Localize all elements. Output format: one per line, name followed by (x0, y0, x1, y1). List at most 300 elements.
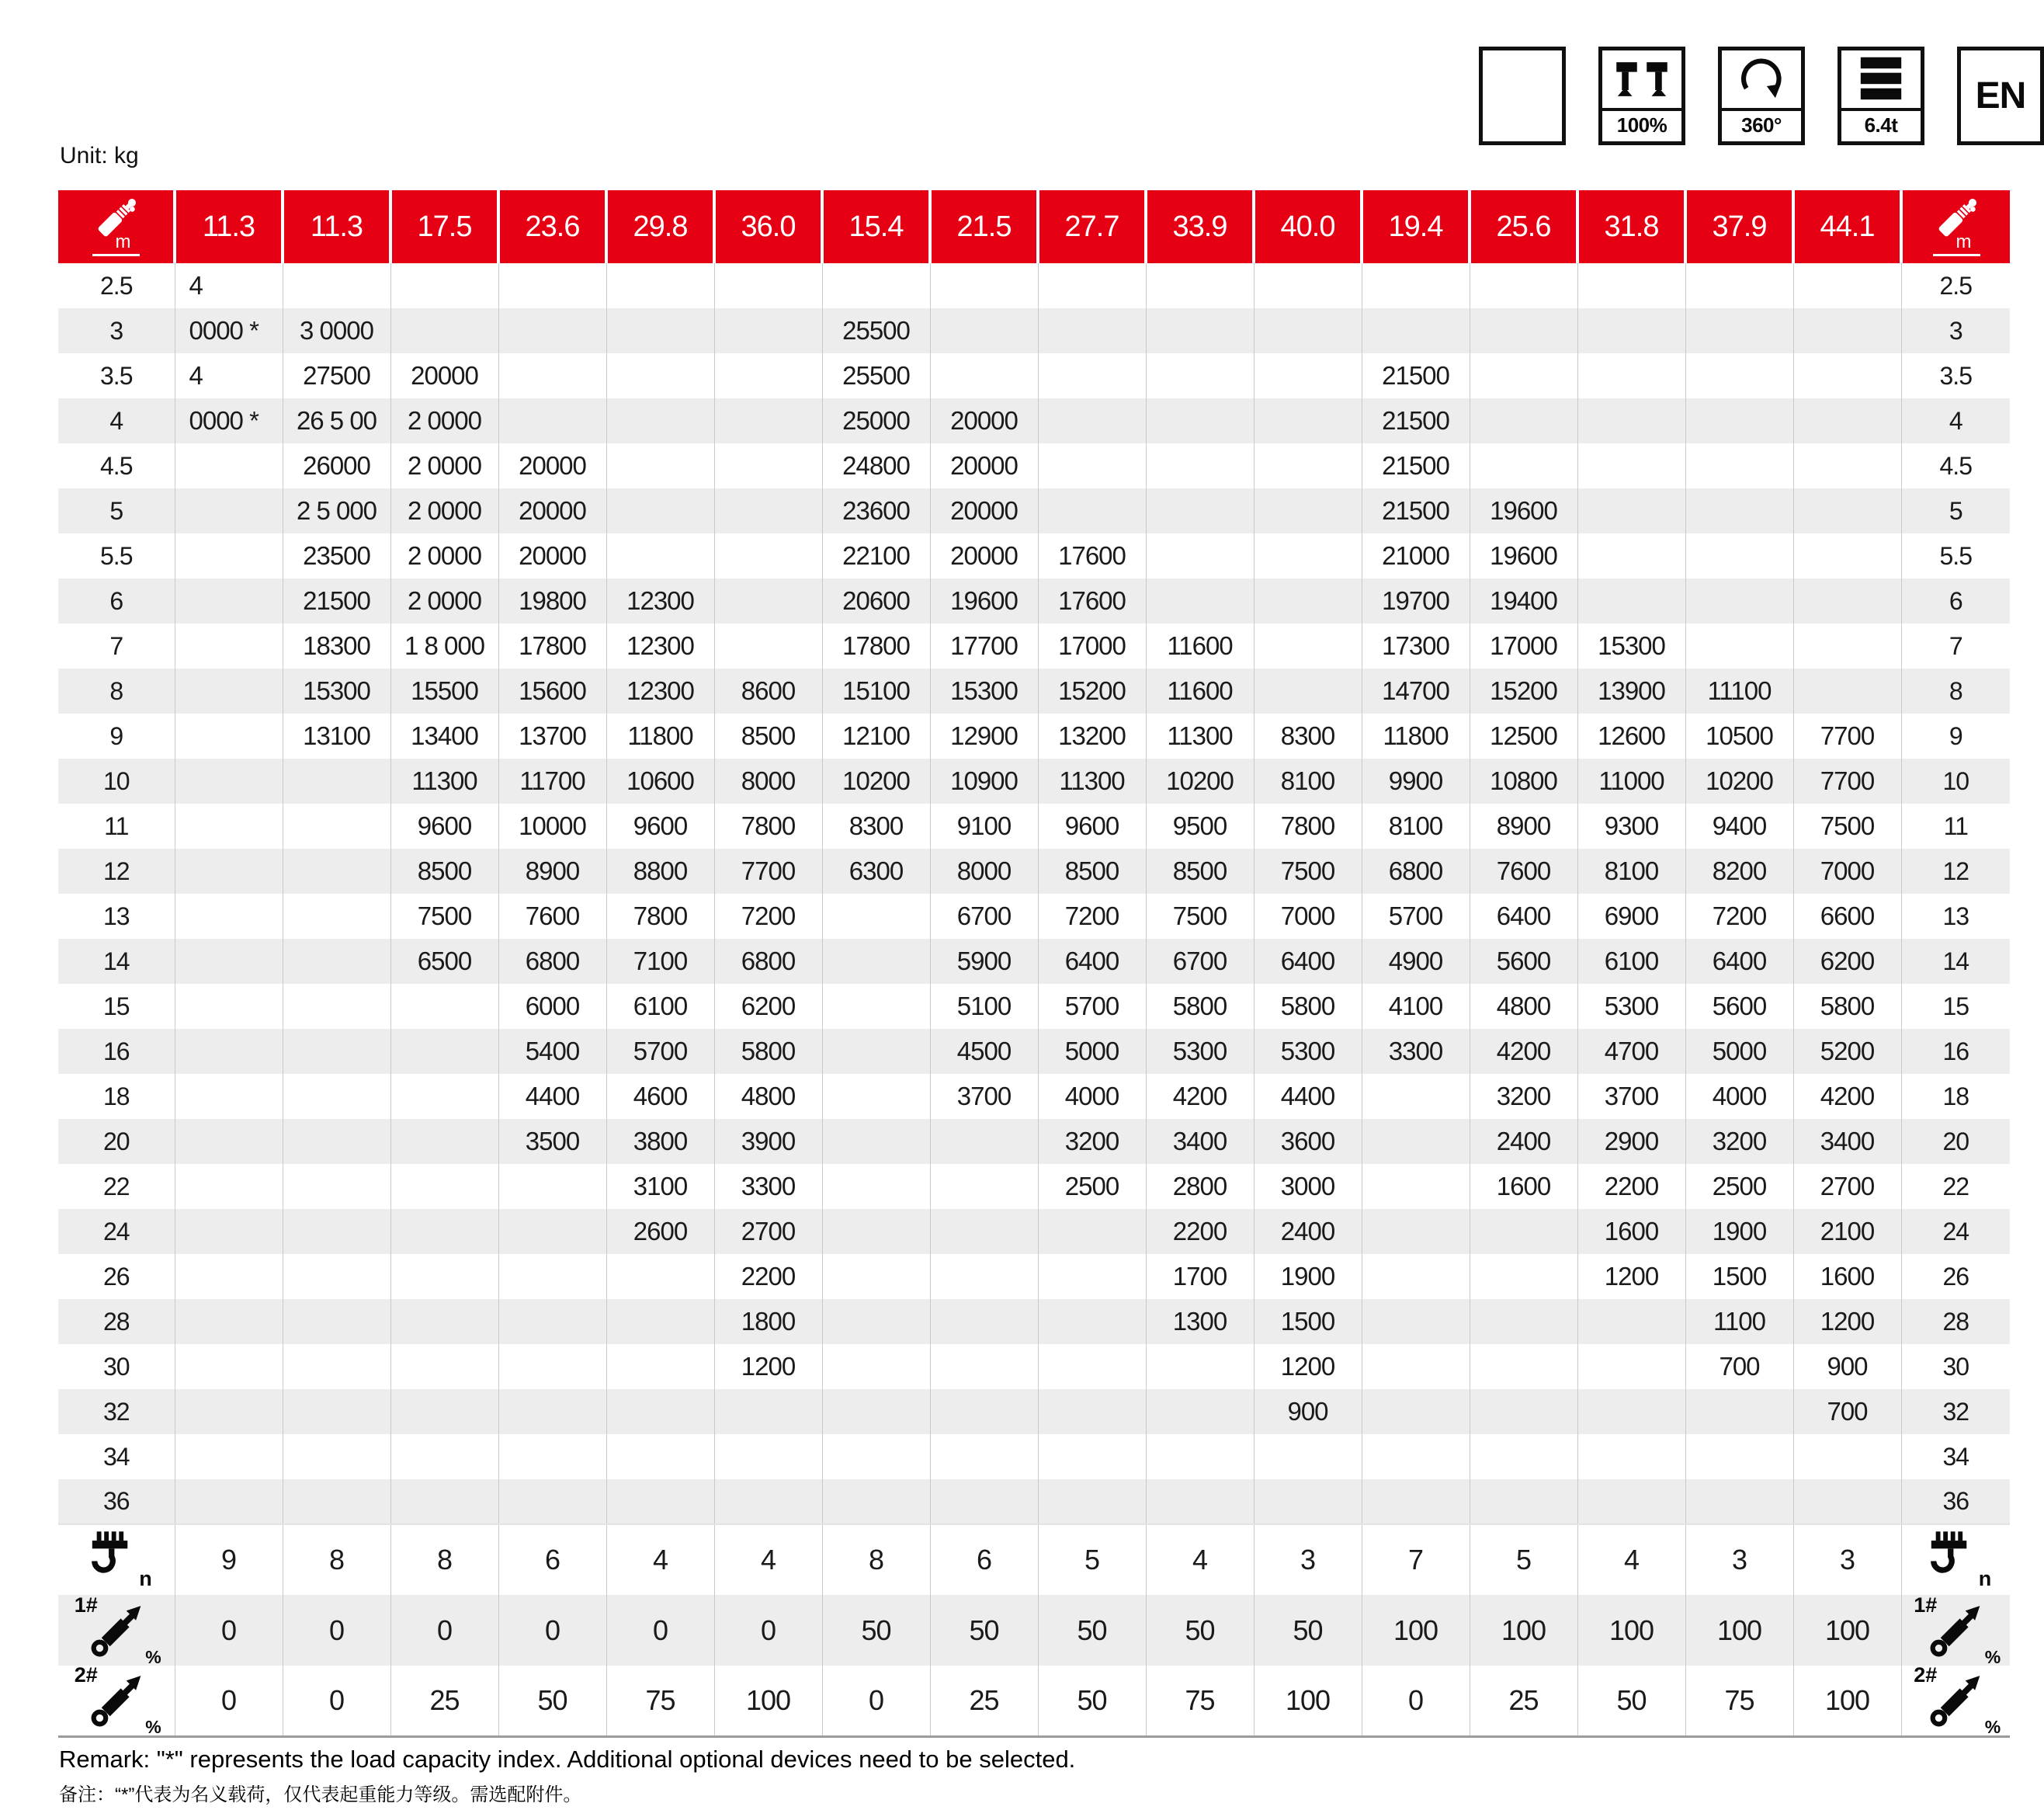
capacity-cell: 3300 (1362, 1029, 1470, 1074)
radius-cell: 10 (58, 759, 175, 804)
capacity-cell: 7700 (714, 849, 822, 894)
capacity-cell: 5700 (606, 1029, 714, 1074)
capacity-cell: 15600 (498, 669, 606, 714)
winch2-extension-icon (1901, 1666, 2010, 1736)
capacity-cell: 1200 (1254, 1344, 1362, 1389)
capacity-cell: 22100 (822, 533, 930, 578)
radius-cell: 32 (58, 1389, 175, 1434)
boom-extension-icon (90, 1603, 144, 1659)
capacity-cell (1254, 263, 1362, 308)
table-row (58, 308, 2010, 353)
capacity-cell (930, 1479, 1038, 1524)
capacity-cell (1146, 533, 1254, 578)
winch-number-label: 2# (1914, 1666, 1938, 1687)
capacity-cell: 8900 (1470, 804, 1577, 849)
capacity-cell: 1900 (1685, 1209, 1793, 1254)
capacity-cell: 4600 (606, 1074, 714, 1119)
capacity-cell (1793, 624, 1901, 669)
capacity-cell (714, 353, 822, 398)
capacity-cell: 6900 (1577, 894, 1685, 939)
footer-value-cell: 50 (1038, 1666, 1146, 1736)
footer-value-cell: 0 (714, 1595, 822, 1666)
capacity-cell (1470, 1299, 1577, 1344)
capacity-cell (606, 1299, 714, 1344)
capacity-cell: 11300 (390, 759, 498, 804)
capacity-cell: 3200 (1038, 1119, 1146, 1164)
capacity-cell: 26 5 00 (283, 398, 390, 443)
capacity-cell (1362, 1119, 1470, 1164)
capacity-cell: 3700 (1577, 1074, 1685, 1119)
capacity-cell: 6100 (1577, 939, 1685, 984)
footer-value-cell: 5 (1470, 1524, 1577, 1595)
footer-value-cell: 50 (1577, 1666, 1685, 1736)
capacity-cell (1577, 1344, 1685, 1389)
capacity-cell (283, 1299, 390, 1344)
boom-length-header: 36.0 (714, 190, 822, 263)
capacity-cell (822, 263, 930, 308)
boom-length-header: 15.4 (822, 190, 930, 263)
capacity-cell: 10200 (1685, 759, 1793, 804)
capacity-cell: 1600 (1793, 1254, 1901, 1299)
capacity-cell: 1200 (714, 1344, 822, 1389)
capacity-cell: 5300 (1146, 1029, 1254, 1074)
radius-cell: 8 (58, 669, 175, 714)
capacity-cell (1793, 669, 1901, 714)
capacity-cell (1146, 578, 1254, 624)
capacity-cell (498, 353, 606, 398)
capacity-cell (714, 533, 822, 578)
capacity-cell: 12300 (606, 578, 714, 624)
capacity-cell (606, 1434, 714, 1479)
capacity-cell: 3300 (714, 1164, 822, 1209)
capacity-cell: 6700 (930, 894, 1038, 939)
radius-cell: 2.5 (1939, 271, 1972, 300)
radius-cell: 15 (1942, 992, 1969, 1020)
capacity-cell (175, 1029, 283, 1074)
capacity-cell: 5800 (1146, 984, 1254, 1029)
winch1-extension-icon-wrap (74, 1595, 161, 1666)
capacity-cell (930, 308, 1038, 353)
capacity-cell (390, 1029, 498, 1074)
capacity-cell (1793, 533, 1901, 578)
footer-value-cell: 75 (606, 1666, 714, 1736)
footer-value-cell: 0 (498, 1595, 606, 1666)
capacity-cell: 10500 (1685, 714, 1793, 759)
capacity-cell: 2600 (606, 1209, 714, 1254)
capacity-cell (175, 488, 283, 533)
capacity-cell: 5000 (1685, 1029, 1793, 1074)
capacity-cell: 3400 (1793, 1119, 1901, 1164)
capacity-cell (1793, 443, 1901, 488)
capacity-cell (1038, 1209, 1146, 1254)
capacity-cell (606, 1254, 714, 1299)
capacity-cell (390, 1299, 498, 1344)
footer-value-cell: 100 (1577, 1595, 1685, 1666)
capacity-cell (1793, 353, 1901, 398)
footer-value-cell: 100 (1685, 1595, 1793, 1666)
capacity-cell: 2 0000 (390, 443, 498, 488)
capacity-cell (1146, 1434, 1254, 1479)
capacity-cell: 2 0000 (390, 578, 498, 624)
capacity-cell: 2 0000 (390, 398, 498, 443)
capacity-cell: 8000 (930, 849, 1038, 894)
capacity-cell: 21500 (1362, 398, 1470, 443)
capacity-cell: 12600 (1577, 714, 1685, 759)
capacity-cell (1470, 1209, 1577, 1254)
capacity-cell: 11300 (1038, 759, 1146, 804)
capacity-cell (283, 1209, 390, 1254)
radius-cell: 3.5 (1939, 361, 1972, 390)
capacity-cell (1038, 398, 1146, 443)
capacity-cell: 21000 (1362, 533, 1470, 578)
capacity-cell (1362, 1254, 1470, 1299)
radius-cell: 2.5 (58, 263, 175, 308)
capacity-cell (822, 1164, 930, 1209)
legend-boom-box (1479, 47, 1566, 145)
capacity-cell (1038, 353, 1146, 398)
radius-cell: 36 (1901, 1479, 2010, 1524)
footer-value-cell: 25 (390, 1666, 498, 1736)
capacity-cell (1254, 578, 1362, 624)
capacity-cell (1470, 1344, 1577, 1389)
capacity-cell (1470, 1479, 1577, 1524)
capacity-cell (1577, 533, 1685, 578)
capacity-cell: 7800 (714, 804, 822, 849)
legend-language-box (1957, 47, 2044, 145)
boom-extension-icon (1929, 1673, 1983, 1728)
capacity-cell (1362, 1299, 1470, 1344)
capacity-cell (822, 1074, 930, 1119)
footer-value-cell: 5 (1038, 1524, 1146, 1595)
capacity-cell: 26000 (283, 443, 390, 488)
boom-extension-icon (90, 1673, 144, 1728)
winch1-extension-icon (1901, 1595, 2010, 1666)
footer-value-cell: 0 (283, 1666, 390, 1736)
capacity-cell (1038, 1479, 1146, 1524)
outriggers-icon (1602, 50, 1681, 108)
capacity-cell (1470, 1389, 1577, 1434)
radius-cell: 13 (1942, 902, 1969, 930)
remark-text-zh: 备注：“*”代表为名义载荷，仅代表起重能力等级。需选配附件。 (59, 1784, 582, 1805)
radius-cell: 4.5 (58, 443, 175, 488)
capacity-cell: 6800 (498, 939, 606, 984)
capacity-cell: 7200 (1685, 894, 1793, 939)
hook-falls-icon (58, 1524, 175, 1595)
capacity-cell (1793, 308, 1901, 353)
capacity-cell (606, 1389, 714, 1434)
capacity-cell: 6000 (498, 984, 606, 1029)
capacity-cell (822, 1389, 930, 1434)
capacity-cell: 17800 (498, 624, 606, 669)
hook-falls-icon-wrap (76, 1527, 157, 1593)
footer-value-cell: 25 (1470, 1666, 1577, 1736)
capacity-cell (498, 398, 606, 443)
capacity-cell: 3600 (1254, 1119, 1362, 1164)
capacity-cell (1254, 1434, 1362, 1479)
capacity-cell (1470, 308, 1577, 353)
capacity-cell: 8000 (714, 759, 822, 804)
capacity-cell (390, 1344, 498, 1389)
capacity-cell (1793, 263, 1901, 308)
radius-cell: 5.5 (58, 533, 175, 578)
capacity-cell (930, 1164, 1038, 1209)
table-row (58, 1029, 2010, 1074)
capacity-cell (714, 398, 822, 443)
capacity-cell: 7600 (1470, 849, 1577, 894)
capacity-cell: 5300 (1254, 1029, 1362, 1074)
capacity-cell: 12300 (606, 669, 714, 714)
radius-cell: 18 (1942, 1082, 1969, 1110)
radius-cell: 8 (1901, 669, 2010, 714)
capacity-cell: 7500 (1254, 849, 1362, 894)
capacity-cell: 5900 (930, 939, 1038, 984)
capacity-cell (175, 1299, 283, 1344)
table-row (58, 1344, 2010, 1389)
capacity-cell: 1300 (1146, 1299, 1254, 1344)
boom-length-header: 29.8 (606, 190, 714, 263)
capacity-cell: 20000 (930, 443, 1038, 488)
capacity-cell: 23600 (822, 488, 930, 533)
capacity-cell: 20000 (930, 533, 1038, 578)
capacity-cell (1685, 1479, 1793, 1524)
capacity-cell: 5400 (498, 1029, 606, 1074)
winch1-extension-icon (58, 1595, 175, 1666)
capacity-cell: 3000 (1254, 1164, 1362, 1209)
capacity-cell: 8500 (1038, 849, 1146, 894)
capacity-cell: 17000 (1038, 624, 1146, 669)
boom-length-header: 19.4 (1362, 190, 1470, 263)
capacity-cell: 700 (1793, 1389, 1901, 1434)
capacity-cell (1038, 1389, 1146, 1434)
capacity-cell: 5600 (1470, 939, 1577, 984)
boom-length-header: 11.3 (283, 190, 390, 263)
radius-cell: 7 (1949, 631, 1962, 660)
capacity-cell (822, 1119, 930, 1164)
footer-value-cell: 50 (930, 1595, 1038, 1666)
table-row (58, 624, 2010, 669)
capacity-cell: 10000 (498, 804, 606, 849)
radius-cell: 13 (58, 894, 175, 939)
capacity-cell (1146, 1479, 1254, 1524)
winch1-extension-icon-wrap (1914, 1595, 2001, 1666)
capacity-cell: 8500 (714, 714, 822, 759)
capacity-cell (498, 1344, 606, 1389)
winch2-pct-row (58, 1666, 2010, 1736)
counterweight-icon (1841, 50, 1921, 108)
capacity-cell (175, 1434, 283, 1479)
capacity-cell (1038, 1434, 1146, 1479)
winch2-extension-icon-wrap (1914, 1666, 2001, 1736)
capacity-cell: 5700 (1038, 984, 1146, 1029)
capacity-cell: 6300 (822, 849, 930, 894)
capacity-cell: 15100 (822, 669, 930, 714)
radius-cell: 28 (58, 1299, 175, 1344)
capacity-cell (606, 1479, 714, 1524)
radius-cell: 18 (58, 1074, 175, 1119)
footer-value-cell: 0 (175, 1595, 283, 1666)
table-row (58, 714, 2010, 759)
outrigger-label: 100% (1602, 108, 1681, 141)
capacity-cell (930, 1434, 1038, 1479)
capacity-cell (1038, 263, 1146, 308)
capacity-cell: 19800 (498, 578, 606, 624)
capacity-cell (283, 939, 390, 984)
capacity-cell: 19700 (1362, 578, 1470, 624)
capacity-cell (283, 1344, 390, 1389)
capacity-cell (283, 1074, 390, 1119)
capacity-cell (390, 308, 498, 353)
capacity-cell: 1500 (1685, 1254, 1793, 1299)
capacity-cell: 1500 (1254, 1299, 1362, 1344)
footer-value-cell: 6 (498, 1524, 606, 1595)
footer-value-cell: 100 (1793, 1666, 1901, 1736)
radius-cell: 14 (58, 939, 175, 984)
capacity-cell (498, 1164, 606, 1209)
capacity-cell (822, 1029, 930, 1074)
table-row (58, 849, 2010, 894)
capacity-cell: 0000 * (175, 308, 283, 353)
capacity-cell: 11300 (1146, 714, 1254, 759)
boom-length-header: 33.9 (1146, 190, 1254, 263)
table-row (58, 939, 2010, 984)
capacity-cell: 25000 (822, 398, 930, 443)
capacity-cell (822, 1209, 930, 1254)
capacity-cell: 2400 (1254, 1209, 1362, 1254)
capacity-cell: 2700 (714, 1209, 822, 1254)
capacity-cell (498, 1434, 606, 1479)
capacity-cell (1254, 669, 1362, 714)
capacity-cell: 11800 (606, 714, 714, 759)
hook-falls-label: n (139, 1567, 152, 1590)
capacity-cell (1685, 308, 1793, 353)
radius-cell: 5 (1901, 488, 2010, 533)
capacity-cell (1685, 624, 1793, 669)
capacity-cell (1685, 1434, 1793, 1479)
footer-value-cell: 50 (1254, 1595, 1362, 1666)
capacity-cell: 700 (1685, 1344, 1793, 1389)
capacity-cell: 2700 (1793, 1164, 1901, 1209)
capacity-cell (930, 263, 1038, 308)
footer-value-cell: 9 (175, 1524, 283, 1595)
capacity-cell (714, 624, 822, 669)
capacity-cell (1577, 1479, 1685, 1524)
capacity-cell (1254, 533, 1362, 578)
table-row (58, 1389, 2010, 1434)
radius-cell: 22 (1942, 1172, 1969, 1200)
capacity-cell (606, 398, 714, 443)
capacity-cell (714, 1389, 822, 1434)
capacity-cell (1793, 1434, 1901, 1479)
capacity-cell (283, 984, 390, 1029)
capacity-cell: 5600 (1685, 984, 1793, 1029)
footer-value-cell: 0 (283, 1595, 390, 1666)
capacity-cell: 8100 (1577, 849, 1685, 894)
capacity-cell: 21500 (1362, 443, 1470, 488)
footer-value-cell: 8 (390, 1524, 498, 1595)
capacity-cell: 8600 (714, 669, 822, 714)
table-row (58, 578, 2010, 624)
capacity-cell (390, 1119, 498, 1164)
capacity-cell (714, 1434, 822, 1479)
footer-value-cell: 0 (606, 1595, 714, 1666)
capacity-cell (283, 1389, 390, 1434)
capacity-cell (1793, 398, 1901, 443)
capacity-cell: 17800 (822, 624, 930, 669)
capacity-cell (1362, 1074, 1470, 1119)
footer-value-cell: 75 (1685, 1666, 1793, 1736)
capacity-cell: 13100 (283, 714, 390, 759)
footer-value-cell: 75 (1146, 1666, 1254, 1736)
capacity-cell (1038, 308, 1146, 353)
capacity-cell (283, 1479, 390, 1524)
capacity-cell: 9400 (1685, 804, 1793, 849)
radius-cell: 26 (58, 1254, 175, 1299)
radius-cell: 3 (1901, 308, 2010, 353)
capacity-cell: 20000 (498, 533, 606, 578)
capacity-cell (1685, 353, 1793, 398)
capacity-cell (175, 1074, 283, 1119)
radius-cell: 9 (58, 714, 175, 759)
capacity-cell: 10600 (606, 759, 714, 804)
capacity-cell (1146, 398, 1254, 443)
footer-value-cell: 50 (1146, 1595, 1254, 1666)
capacity-cell: 2100 (1793, 1209, 1901, 1254)
capacity-cell: 12100 (822, 714, 930, 759)
capacity-cell (1362, 1209, 1470, 1254)
radius-cell: 12 (58, 849, 175, 894)
capacity-cell: 4400 (1254, 1074, 1362, 1119)
radius-cell: 10 (1901, 759, 2010, 804)
capacity-cell: 15300 (1577, 624, 1685, 669)
radius-cell: 9 (1949, 721, 1962, 750)
capacity-cell: 8100 (1362, 804, 1470, 849)
capacity-cell: 5800 (1793, 984, 1901, 1029)
radius-cell: 32 (1901, 1389, 2010, 1434)
capacity-cell: 900 (1254, 1389, 1362, 1434)
capacity-cell (714, 578, 822, 624)
capacity-cell (1793, 488, 1901, 533)
capacity-cell: 7600 (498, 894, 606, 939)
capacity-cell: 1 8 000 (390, 624, 498, 669)
radius-cell: 34 (1942, 1442, 1969, 1471)
capacity-cell (930, 1299, 1038, 1344)
capacity-cell: 1800 (714, 1299, 822, 1344)
capacity-cell (390, 1164, 498, 1209)
capacity-cell: 3200 (1470, 1074, 1577, 1119)
capacity-cell (1038, 488, 1146, 533)
capacity-cell (390, 1434, 498, 1479)
capacity-cell (1577, 308, 1685, 353)
capacity-cell (175, 849, 283, 894)
radius-cell: 7 (58, 624, 175, 669)
capacity-cell: 20000 (498, 488, 606, 533)
capacity-cell: 13900 (1577, 669, 1685, 714)
radius-cell: 6 (58, 578, 175, 624)
capacity-cell: 5000 (1038, 1029, 1146, 1074)
capacity-cell (390, 263, 498, 308)
capacity-cell (390, 1479, 498, 1524)
capacity-cell (1470, 1254, 1577, 1299)
capacity-cell: 15300 (930, 669, 1038, 714)
hook-falls-icon (1901, 1524, 2010, 1595)
capacity-cell: 14700 (1362, 669, 1470, 714)
capacity-cell (175, 1209, 283, 1254)
footer-value-cell: 8 (822, 1524, 930, 1595)
capacity-cell: 8800 (606, 849, 714, 894)
capacity-cell: 15300 (283, 669, 390, 714)
capacity-cell: 7000 (1254, 894, 1362, 939)
capacity-cell (822, 1479, 930, 1524)
